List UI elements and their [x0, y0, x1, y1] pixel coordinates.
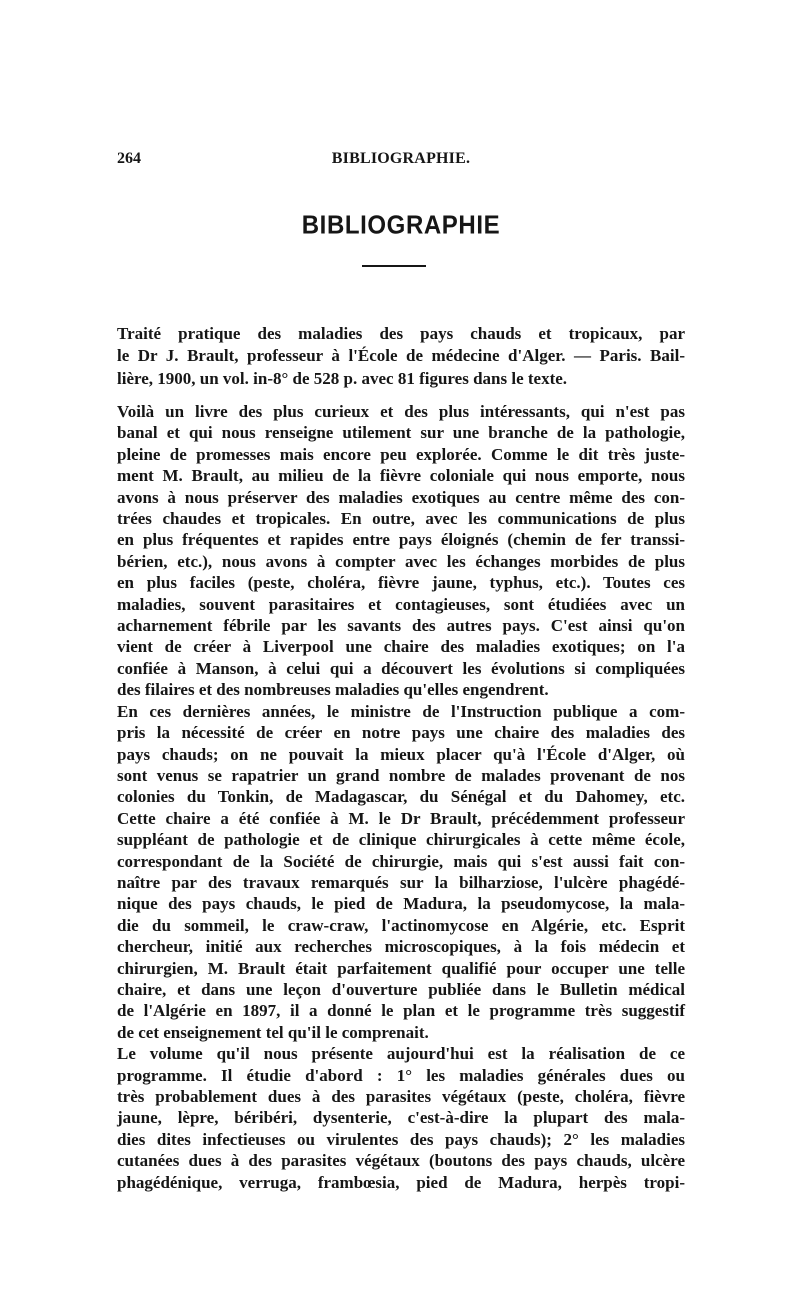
text-line: cutanées dues à des parasites végétaux (boutons des pays chauds, ulcère [117, 1151, 685, 1171]
running-head [117, 150, 685, 172]
text-line: en plus faciles (peste, choléra, fièvre jaune, typhus, etc.). Toutes ces [117, 573, 685, 593]
text-line: chirurgien, M. Brault était parfaitement qualifié pour occuper une telle [117, 958, 685, 978]
text-line: de l'Algérie en 1897, il a donné le plan et le programme très suggestif [117, 1001, 685, 1021]
text-line: vient de créer à Liverpool une chaire des maladies exotiques; on l'a [117, 637, 685, 657]
text-line: programme. Il étudie d'abord : 1° les maladies générales dues ou [117, 1065, 685, 1085]
text-line: die du sommeil, le craw-craw, l'actinomycose en Algérie, etc. Esprit [117, 915, 685, 935]
text-line: confiée à Manson, à celui qui a découvert les évolutions si compliquées [117, 658, 685, 678]
text-line: acharnement fébrile par les savants des autres pays. C'est ainsi qu'on [117, 616, 685, 636]
text-line: dies dites infectieuses ou virulentes des pays chauds); 2° les maladies [117, 1129, 685, 1149]
text-line: de cet enseignement tel qu'il le comprenait. [117, 1022, 429, 1042]
review-body [117, 401, 685, 1193]
text-line: nique des pays chauds, le pied de Madura, la pseudomycose, la mala- [117, 894, 685, 914]
text-line: phagédénique, verruga, frambœsia, pied de Madura, herpès tropi- [117, 1172, 685, 1192]
title-divider [362, 265, 426, 267]
text-line: Le volume qu'il nous présente aujourd'hui est la réalisation de ce [117, 1044, 685, 1064]
text-line: chercheur, initié aux recherches microscopiques, à la fois médecin et [117, 937, 685, 957]
text-line: en plus fréquentes et rapides entre pays éloignés (chemin de fer transsi- [117, 530, 685, 550]
text-line: pays chauds; on ne pouvait la mieux placer qu'à l'École d'Alger, où [117, 744, 685, 764]
text-line: pris la nécessité de créer en notre pays une chaire des maladies des [117, 723, 685, 743]
text-line: sont venus se rapatrier un grand nombre de malades provenant de nos [117, 765, 685, 785]
citation-line: Traité pratique des maladies des pays chauds et tropicaux, par [117, 324, 685, 343]
text-line: chaire, et dans une leçon d'ouverture publiée dans le Bulletin médical [117, 979, 685, 999]
text-line: jaune, lèpre, béribéri, dysenterie, c'est-à-dire la plupart des mala- [117, 1108, 685, 1128]
text-line: des filaires et des nombreuses maladies qu'elles engendrent. [117, 680, 549, 700]
text-line: banal et qui nous renseigne utilement sur une branche de la pathologie, [117, 423, 685, 443]
text-line: correspondant de la Société de chirurgie, mais qui s'est aussi fait con- [117, 851, 685, 871]
text-line: trées chaudes et tropicales. En outre, avec les communications de plus [117, 509, 685, 529]
text-line: ment M. Brault, au milieu de la fièvre coloniale qui nous emporte, nous [117, 466, 685, 486]
text-line: En ces dernières années, le ministre de l'Instruction publique a com- [117, 701, 685, 721]
text-line: naître par des travaux remarqués sur la bilharziose, l'ulcère phagédé- [117, 872, 685, 892]
text-line: suppléant de pathologie et de clinique chirurgicales à cette même école, [117, 830, 685, 850]
text-line: avons à nous préserver des maladies exotiques au centre même des con- [117, 487, 685, 507]
text-line: pleine de promesses mais encore peu explorée. Comme le dit très juste- [117, 444, 685, 464]
page-title: BIBLIOGRAPHIE [301, 210, 501, 241]
text-line: colonies du Tonkin, de Madagascar, du Sénégal et du Dahomey, etc. [117, 787, 685, 807]
text-line: bérien, etc.), nous avons à compter avec les échanges morbides de plus [117, 551, 685, 571]
citation-line: lière, 1900, un vol. in-8° de 528 p. avec 81 figures dans le texte. [117, 368, 568, 388]
running-title: BIBLIOGRAPHIE. [331, 150, 471, 167]
text-line: maladies, souvent parasitaires et contagieuses, sont étudiées avec un [117, 594, 685, 614]
text-line: Cette chaire a été confiée à M. le Dr Brault, précédemment professeur [117, 808, 685, 828]
book-citation [117, 323, 685, 390]
text-line: très probablement dues à des parasites végétaux (peste, choléra, fièvre [117, 1087, 685, 1106]
page-number: 264 [117, 150, 141, 167]
text-line: Voilà un livre des plus curieux et des plus intéressants, qui n'est pas [117, 402, 685, 421]
citation-line: le Dr J. Brault, professeur à l'École de médecine d'Alger. — Paris. Bail- [117, 346, 685, 366]
